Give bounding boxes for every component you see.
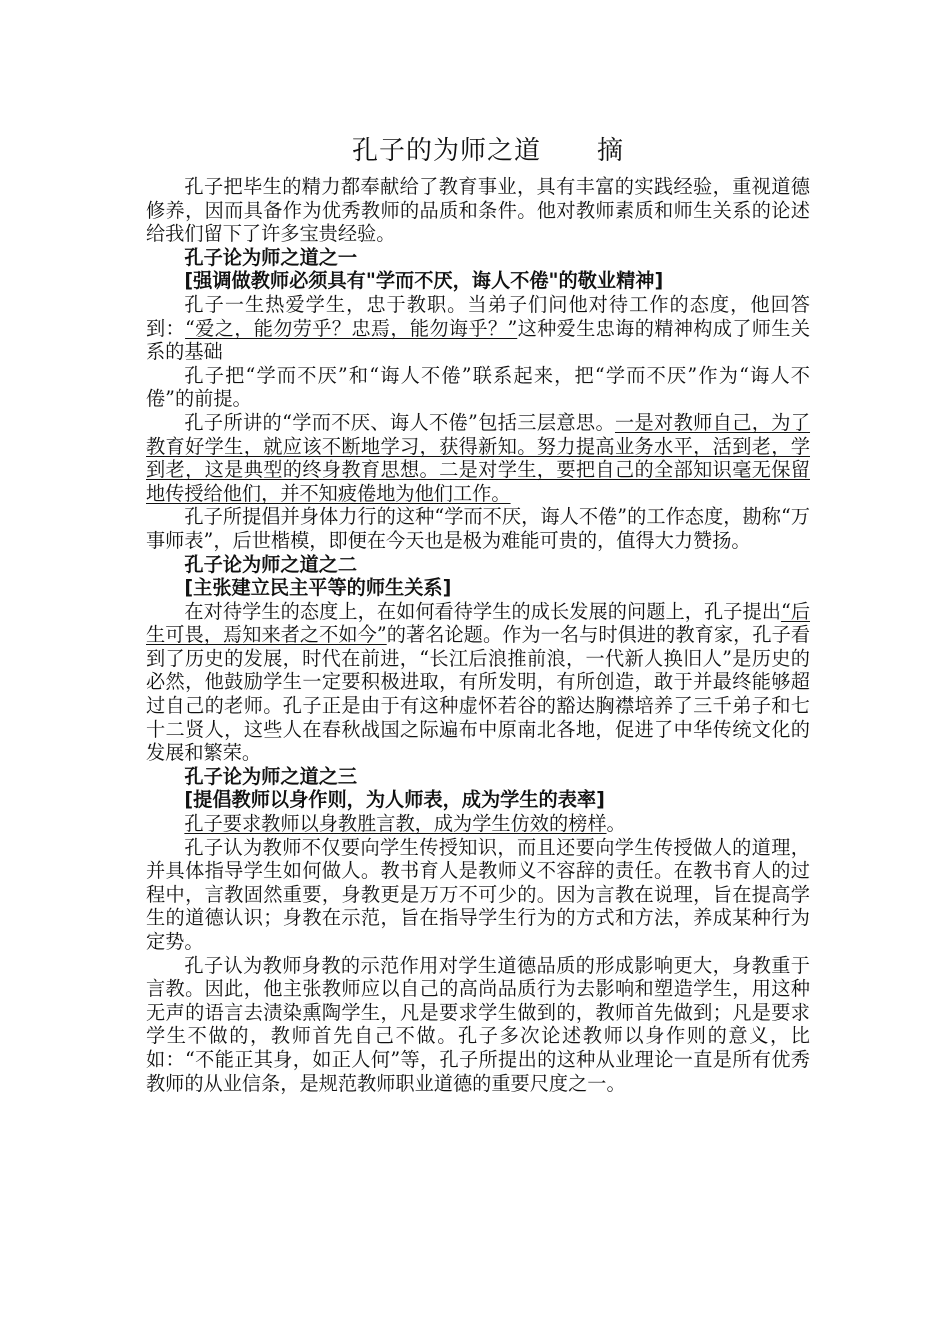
intro-paragraph: 孔子把毕生的精力都奉献给了教育事业，具有丰富的实践经验，重视道德修养，因而具备作为优秀教师的品质和条件。他对教师素质和师生关系的论述给我们留下了许多宝贵经验。	[146, 175, 810, 246]
section3-subheading: [提倡教师以身作则，为人师表，成为学生的表率]	[184, 788, 605, 812]
s1p1-text-a: 孔子一生热爱学生，忠于教职。当弟子们问他对待工作的态度，他回答到：	[146, 292, 810, 340]
section3-paragraph-2: 孔子认为教师不仅要向学生传授知识，而且还要向学生传授做人的道理，并具体指导学生如何做人。教书育人是教师义不容辞的责任。在教书育人的过程中，言教固然重要，身教更是万万不可少的。因为言教在说理，旨在提高学生的道德认识；身教在示范，旨在指导学生行为的方式和方法，养成某种行为定势。	[146, 835, 810, 953]
document-page	[146, 130, 810, 1095]
section2-paragraph-1	[146, 600, 810, 765]
section3-paragraph-3: 孔子认为教师身教的示范作用对学生道德品质的形成影响更大，身教重于言教。因此，他主张教师应以自己的高尚品质行为去影响和塑造学生，用这种无声的语言去渍染熏陶学生，凡是要求学生做到的，教师首先做到；凡是要求学生不做的，教师首先自己不做。孔子多次论述教师以身作则的意义，比如：“不能正其身，如正人何”等，孔子所提出的这种从业理论一直是所有优秀教师的从业信条，是规范教师职业道德的重要尺度之一。	[146, 953, 810, 1095]
section2-subheading: [主张建立民主平等的师生关系]	[184, 576, 452, 600]
section1-paragraph-2: 孔子把“学而不厌”和“诲人不倦”联系起来，把“学而不厌”作为“诲人不倦”的前提。	[146, 363, 810, 411]
s1p1-quote: “爱之，能勿劳乎？忠焉，能勿诲乎？”	[185, 316, 518, 340]
document-title	[146, 130, 810, 167]
section1-subheading: [强调做教师必须具有"学而不厌，诲人不倦"的敬业精神]	[184, 269, 664, 293]
section1-paragraph-1	[146, 293, 810, 364]
section1-paragraph-3	[146, 411, 810, 505]
title-suffix: 摘	[597, 136, 625, 166]
s3p1-end: 。	[606, 812, 626, 836]
title-text: 孔子的为师之道	[351, 136, 541, 166]
s2p1-text-a: 在对待学生的态度上，在如何看待学生的成长发展的问题上，孔子提出	[184, 599, 781, 623]
s2p1-text-b: 的著名论题。作为一名与时俱进的教育家，孔子看到了历史的发展，时代在前进，“长江后浪推前浪，一代新人换旧人”是历史的必然，他鼓励学生一定要积极进取，有所发明，有所创造，敢于并最终能够超过自己的老师。孔子正是由于有这种虚怀若谷的豁达胸襟培养了三千弟子和七十二贤人，这些人在春秋战国之际遍布中原南北各地，促进了中华传统文化的发展和繁荣。	[146, 623, 811, 765]
s1p1-text-b: 这种爱生忠诲的精神构成了师生关系的基础	[146, 316, 811, 364]
s1p3-underlined: 一是对教师自己，为了教育好学生，就应该不断地学习，获得新知。努力提高业务水平，活到老，学到老，这是典型的终身教育思想。二是对学生，要把自己的全部知识毫无保留地传授给他们，并不知疲倦地为他们工作。	[146, 410, 811, 505]
section1-paragraph-4: 孔子所提倡并身体力行的这种“学而不厌，诲人不倦”的工作态度，勘称“万事师表”，后世楷模，即便在今天也是极为难能可贵的，值得大力赞扬。	[146, 505, 810, 552]
s3p1-underlined: 孔子要求教师以身教胜言教，成为学生仿效的榜样	[184, 812, 607, 836]
section3-paragraph-1	[146, 812, 810, 836]
s1p3-text-a: 孔子所讲的“学而不厌、诲人不倦”包括三层意思。	[184, 410, 615, 434]
section2-heading: 孔子论为师之道之二	[184, 552, 358, 576]
section3-heading: 孔子论为师之道之三	[184, 764, 358, 788]
s2p1-quote: “后生可畏，焉知来者之不如今”	[146, 599, 811, 647]
section1-heading: 孔子论为师之道之一	[184, 245, 358, 269]
